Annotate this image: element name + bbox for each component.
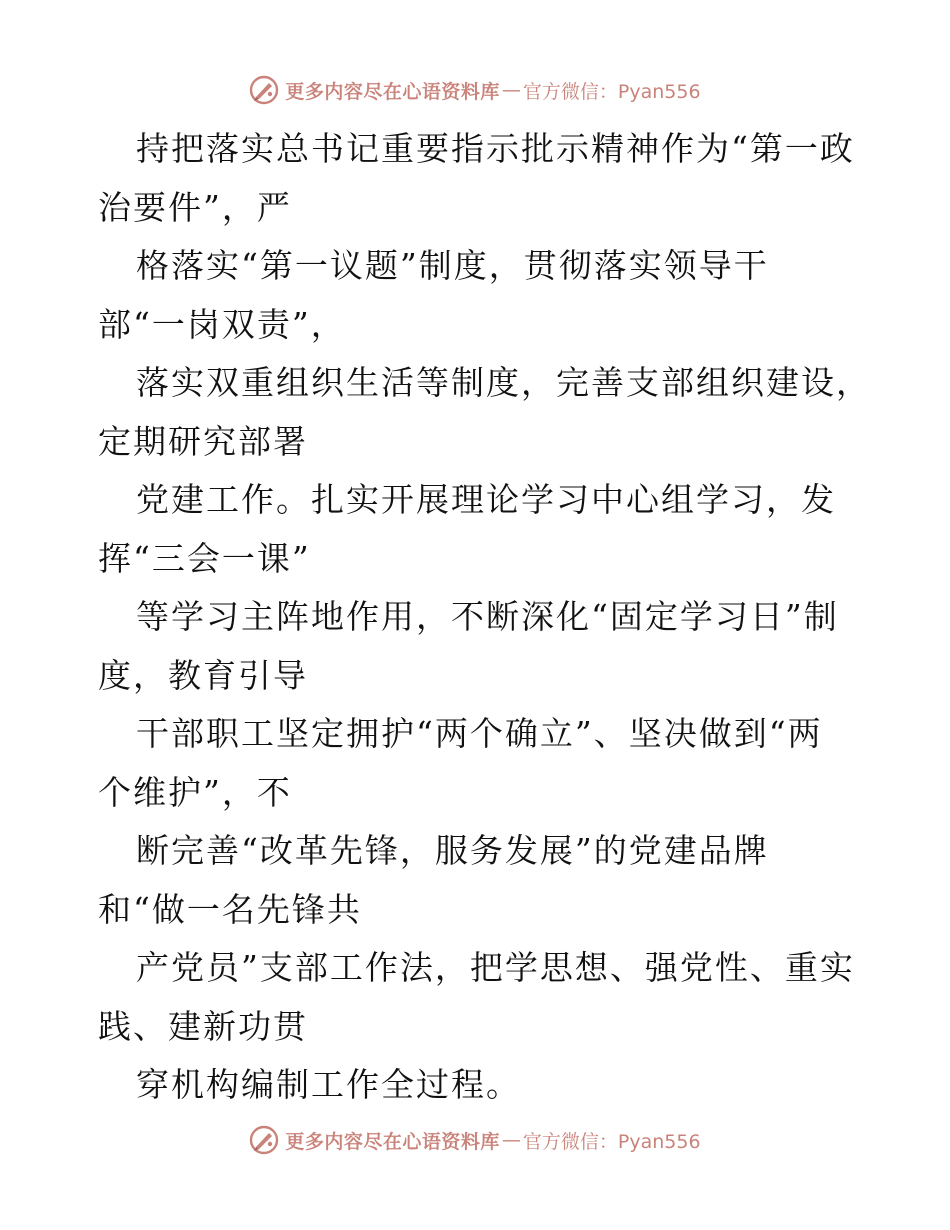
text-line: 践、建新功贯	[98, 1006, 308, 1046]
text-line: 格落实“第一议题”制度，贯彻落实领导干	[136, 246, 769, 285]
watermark-sub-text: 官方微信：Pyan556	[522, 80, 701, 103]
text-line: 治要件”，严	[98, 187, 292, 227]
watermark-main-text: 更多内容尽在心语资料库	[285, 1130, 500, 1153]
text-line: 持把落实总书记重要指示批示精神作为“第一政	[136, 129, 855, 168]
pen-logo-icon	[249, 75, 279, 105]
watermark-main-text: 更多内容尽在心语资料库	[285, 80, 500, 103]
text-line: 和“做一名先锋共	[98, 889, 362, 929]
watermark-separator: —	[501, 1129, 521, 1151]
text-line: 部“一岗双责”，	[98, 304, 346, 344]
watermark-header	[0, 70, 950, 110]
watermark-footer	[0, 1120, 950, 1160]
text-line: 等学习主阵地作用，不断深化“固定学习日”制	[136, 597, 839, 636]
pen-logo-icon	[249, 1125, 279, 1155]
text-line: 干部职工坚定拥护“两个确立”、坚决做到“两	[136, 714, 823, 753]
text-line: 产党员”支部工作法，把学思想、强党性、重实	[136, 948, 855, 987]
text-line: 定期研究部署	[98, 421, 308, 461]
text-line: 党建工作。扎实开展理论学习中心组学习，发	[136, 480, 836, 519]
text-line: 挥“三会一课”	[98, 538, 311, 578]
text-line: 落实双重组织生活等制度，完善支部组织建设，	[136, 363, 871, 402]
watermark-sub-text: 官方微信：Pyan556	[522, 1130, 701, 1153]
watermark-separator: —	[501, 79, 521, 101]
text-line: 穿机构编制工作全过程。	[136, 1065, 521, 1104]
text-line: 断完善“改革先锋，服务发展”的党建品牌	[136, 831, 769, 870]
text-line: 个维护”，不	[98, 772, 292, 812]
document-body	[98, 120, 871, 1115]
text-line: 度，教育引导	[98, 655, 308, 695]
